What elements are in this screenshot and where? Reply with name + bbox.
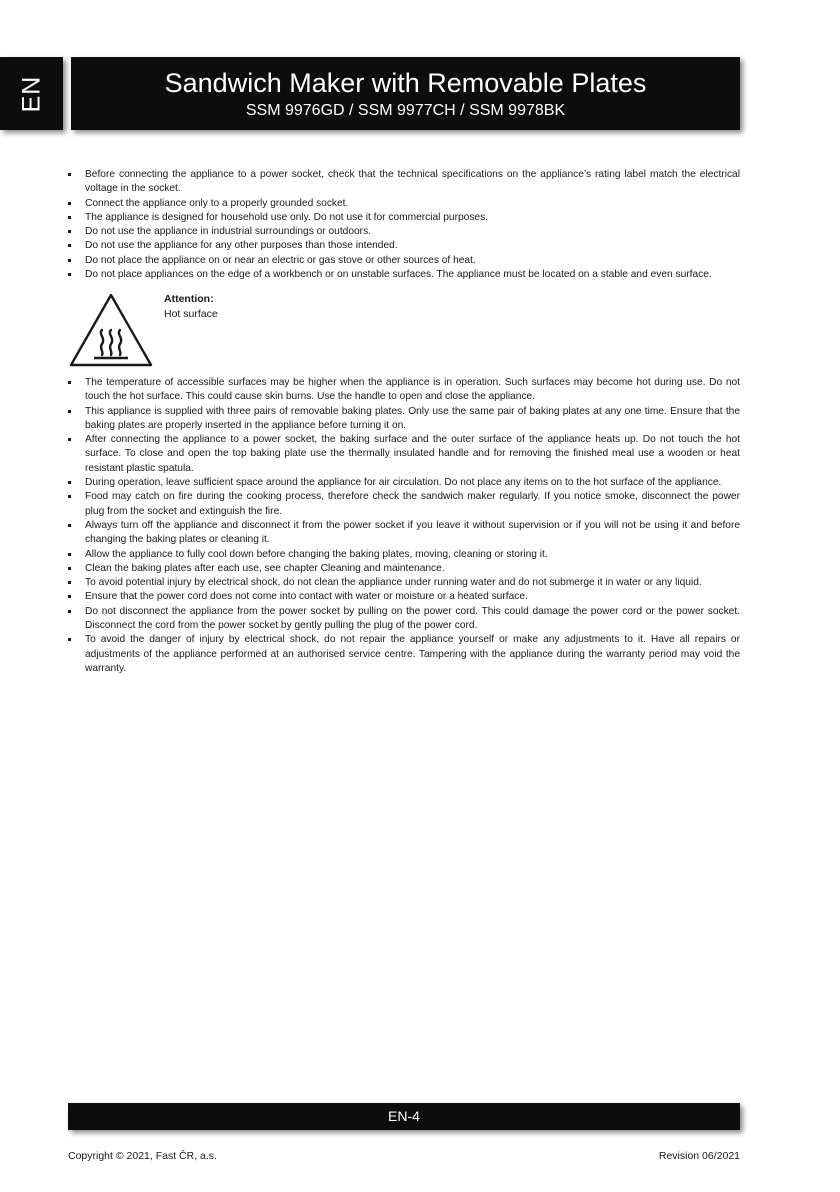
revision-text: Revision 06/2021 [658, 1150, 740, 1162]
list-item: Do not place appliances on the edge of a workbench or on unstable surfaces. The appliance must be located on a stable and even surface. [68, 268, 740, 282]
bullet-icon [68, 638, 71, 641]
list-item: The appliance is designed for household use only. Do not use it for commercial purposes. [68, 211, 740, 225]
bullet-icon [68, 244, 71, 247]
list-item: Allow the appliance to fully cool down before changing the baking plates, moving, cleaning or storing it. [68, 548, 740, 562]
bullet-icon [68, 610, 71, 613]
header-bar [71, 57, 740, 130]
list-item: Always turn off the appliance and disconnect it from the power socket if you leave it without supervision or if you will not be using it and before changing the baking plates or cleaning it. [68, 519, 740, 548]
attention-text: Hot surface [164, 308, 218, 320]
bullet-icon [68, 524, 71, 527]
bullet-icon [68, 567, 71, 570]
list-item: Food may catch on fire during the cooking process, therefore check the sandwich maker regularly. If you notice smoke, disconnect the power plug from the socket and extinguish the fire. [68, 490, 740, 519]
language-tab-label: EN [17, 75, 45, 112]
copyright-text: Copyright © 2021, Fast ČR, a.s. [68, 1150, 217, 1162]
bullet-icon [68, 595, 71, 598]
list-item: Do not disconnect the appliance from the power socket by pulling on the power cord. This could damage the power cord or the power socket. Disconnect the cord from the power socket by gently pulling the plug of the power cord. [68, 605, 740, 634]
safety-list-a [68, 168, 740, 282]
list-item: Do not place the appliance on or near an electric or gas stove or other sources of heat. [68, 254, 740, 268]
list-item: During operation, leave sufficient space around the appliance for air circulation. Do not place any items on to the hot surface of the appliance. [68, 476, 740, 490]
list-item: Do not use the appliance for any other purposes than those intended. [68, 239, 740, 253]
model-numbers: SSM 9976GD / SSM 9977CH / SSM 9978BK [245, 102, 566, 119]
bullet-icon [68, 259, 71, 262]
list-item: Before connecting the appliance to a power socket, check that the technical specifications on the appliance’s rating label match the electrical voltage in the socket. [68, 168, 740, 197]
bullet-icon [68, 202, 71, 205]
safety-list-b [68, 376, 740, 676]
bullet-icon [68, 381, 71, 384]
language-tab [0, 57, 63, 130]
bullet-icon [68, 273, 71, 276]
attention-title: Attention: [164, 293, 214, 305]
bullet-icon [68, 553, 71, 556]
bullet-icon [68, 173, 71, 176]
list-item: Clean the baking plates after each use, see chapter Cleaning and maintenance. [68, 562, 740, 576]
list-item: Ensure that the power cord does not come into contact with water or moisture or a heated surface. [68, 590, 740, 604]
hot-surface-warning-icon [68, 292, 154, 368]
bullet-icon [68, 410, 71, 413]
bullet-icon [68, 581, 71, 584]
page-number: EN-4 [388, 1108, 420, 1124]
list-item: Connect the appliance only to a properly grounded socket. [68, 197, 740, 211]
bullet-icon [68, 216, 71, 219]
bullet-icon [68, 481, 71, 484]
list-item: To avoid the danger of injury by electrical shock, do not repair the appliance yourself or make any adjustments to it. Have all repairs or adjustments of the appliance performed at an authorised service centre. Tampering with the appliance during the warranty period may void the warranty. [68, 633, 740, 676]
list-item: After connecting the appliance to a power socket, the baking surface and the outer surface of the appliance heats up. Do not touch the hot surface. To close and open the top baking plate use the thermally insulated handle and for removing the finished meal use a wooden or heat resistant plastic spatula. [68, 433, 740, 476]
list-item: This appliance is supplied with three pairs of removable baking plates. Only use the same pair of baking plates at any one time. Ensure that the baking plates are properly inserted in the appliance before turning it on. [68, 405, 740, 434]
bullet-icon [68, 495, 71, 498]
list-item: Do not use the appliance in industrial surroundings or outdoors. [68, 225, 740, 239]
list-item: To avoid potential injury by electrical shock, do not clean the appliance under running water and do not submerge it in water or any liquid. [68, 576, 740, 590]
page-title: Sandwich Maker with Removable Plates [164, 68, 647, 98]
list-item: The temperature of accessible surfaces may be higher when the appliance is in operation. Such surfaces may become hot during use. Do not touch the hot surface. This could cause skin burns. Use the handle to open and close the appliance. [68, 376, 740, 405]
bullet-icon [68, 438, 71, 441]
footer-bar [68, 1103, 740, 1130]
bullet-icon [68, 230, 71, 233]
